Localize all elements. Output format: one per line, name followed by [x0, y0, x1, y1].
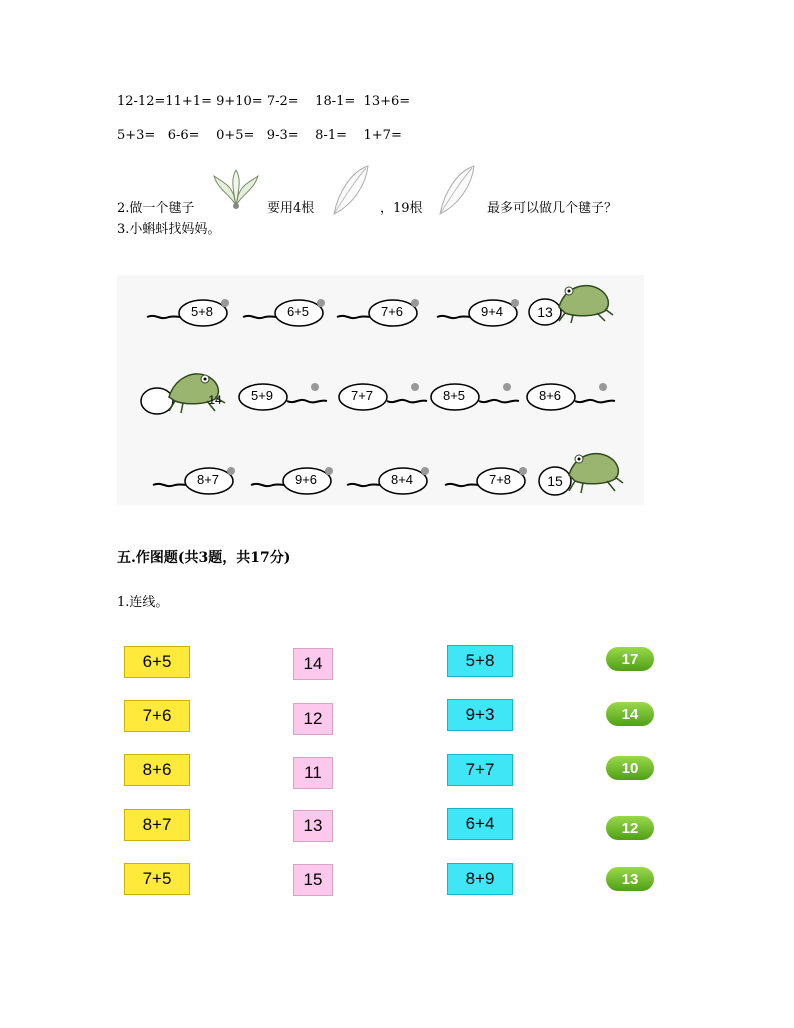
green-number-pill[interactable]: 10 — [606, 756, 654, 780]
cyan-expression-box[interactable]: 5+8 — [447, 645, 513, 677]
tadpole: 6+5 — [241, 295, 333, 331]
pink-number-box[interactable]: 12 — [293, 703, 333, 735]
question-2-text-b: 要用4根 — [267, 201, 315, 216]
tadpole: 8+5 — [429, 379, 521, 415]
green-number-pill[interactable]: 17 — [606, 647, 654, 671]
question-2-text-d: 最多可以做几个毽子？ — [487, 201, 618, 216]
question-2-text-c: ，19根 — [380, 201, 423, 216]
frog-mother-13: 13 — [525, 277, 615, 329]
tadpole: 7+7 — [337, 379, 429, 415]
frog-mother-14: 14 — [139, 367, 229, 419]
pink-number-box[interactable]: 15 — [293, 864, 333, 896]
tadpole-panel — [117, 275, 644, 505]
section-heading: 五.作图题(共3题，共17分) — [117, 550, 291, 566]
yellow-expression-box[interactable]: 6+5 — [124, 646, 190, 678]
tadpole: 7+6 — [335, 295, 427, 331]
tadpole: 8+4 — [345, 463, 437, 499]
yellow-expression-box[interactable]: 7+5 — [124, 863, 190, 895]
tadpole: 9+4 — [435, 295, 527, 331]
tadpole: 5+8 — [145, 295, 237, 331]
tadpole: 9+6 — [249, 463, 341, 499]
feather-icon — [436, 164, 478, 220]
pink-number-box[interactable]: 14 — [293, 648, 333, 680]
yellow-expression-box[interactable]: 7+6 — [124, 700, 190, 732]
tadpole: 7+8 — [443, 463, 535, 499]
pink-number-box[interactable]: 13 — [293, 810, 333, 842]
yellow-expression-box[interactable]: 8+6 — [124, 754, 190, 786]
feather-icon — [330, 164, 372, 220]
question-1-text: 1.连线。 — [117, 595, 169, 610]
question-3-text: 3.小蝌蚪找妈妈。 — [117, 222, 221, 237]
pink-number-box[interactable]: 11 — [293, 757, 333, 789]
green-number-pill[interactable]: 13 — [606, 867, 654, 891]
cyan-expression-box[interactable]: 7+7 — [447, 754, 513, 786]
arithmetic-line-1: 12-12=11+1= 9+10= 7-2= 18-1= 13+6= — [117, 94, 411, 109]
frog-mother-15: 15 — [535, 445, 625, 499]
arithmetic-line-2: 5+3= 6-6= 0+5= 9-3= 8-1= 1+7= — [117, 128, 402, 143]
tadpole: 8+7 — [151, 463, 243, 499]
green-number-pill[interactable]: 12 — [606, 816, 654, 840]
question-2-text-a: 2.做一个毽子 — [117, 201, 195, 216]
tadpole: 8+6 — [525, 379, 617, 415]
cyan-expression-box[interactable]: 8+9 — [447, 863, 513, 895]
yellow-expression-box[interactable]: 8+7 — [124, 809, 190, 841]
cyan-expression-box[interactable]: 9+3 — [447, 699, 513, 731]
tadpole: 5+9 — [237, 379, 329, 415]
green-number-pill[interactable]: 14 — [606, 702, 654, 726]
cyan-expression-box[interactable]: 6+4 — [447, 808, 513, 840]
shuttlecock-icon — [212, 166, 260, 214]
